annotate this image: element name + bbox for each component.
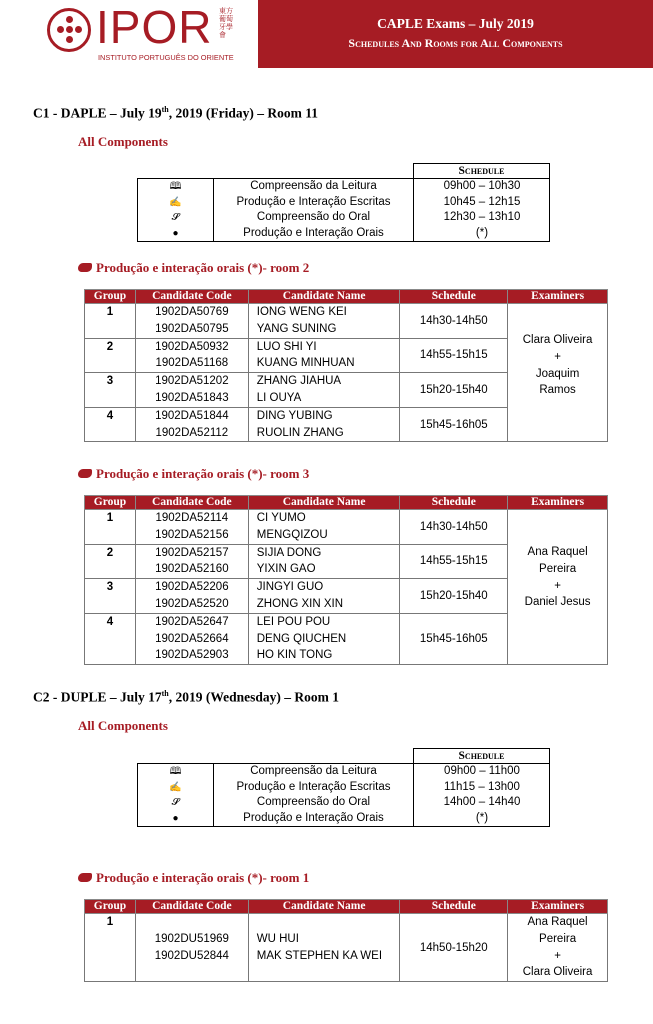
table-header-row [85,900,608,914]
group-number: 1 [85,510,136,545]
col-candidate-code: Candidate Code [135,496,248,510]
group-number: 2 [85,338,136,373]
component-time: 12h30 – 13h10 [443,211,521,223]
group-schedule: 14h50-15h20 [400,914,508,982]
col-candidate-code: Candidate Code [135,900,248,914]
col-examiners: Examiners [508,290,608,304]
component-time: 11h15 – 13h00 [444,780,520,793]
c2-room1-title: Produção e interação orais (*)- room 1 [78,870,309,886]
component-row [138,226,549,242]
component-name: Produção e Interação Orais [214,811,414,827]
group-schedule: 14h55-15h15 [400,544,508,579]
col-candidate-name: Candidate Name [248,496,400,510]
component-name: Produção e Interação Escritas [214,780,414,796]
logo-chinese: 東方葡萄牙學會 [219,8,233,39]
table-row [85,510,608,545]
candidate-codes: 1902DA50769 1902DA50795 [135,304,248,339]
group-schedule: 15h20-15h40 [400,373,508,408]
candidate-names: JINGYI GUO ZHONG XIN XIN [248,579,400,614]
c1-room2-title: Produção e interação orais (*)- room 2 [78,260,309,276]
candidate-names: ZHANG JIAHUA LI OUYA [248,373,400,408]
group-schedule: 14h55-15h15 [400,338,508,373]
col-schedule: Schedule [400,900,508,914]
group-schedule: 15h20-15h40 [400,579,508,614]
c1-section-title: C1 - DAPLE – July 19th, 2019 (Friday) – Room 11 [33,105,319,121]
component-time: (*) [475,811,489,824]
col-group: Group [85,496,136,510]
component-row [138,764,549,780]
table-header-row [85,290,608,304]
header-banner [258,0,653,68]
component-name: Compreensão da Leitura [214,764,414,780]
component-time: 09h00 – 11h00 [444,765,520,777]
candidate-codes: 1902DA51844 1902DA52112 [135,407,248,442]
candidate-codes: 1902DU51969 1902DU52844 [135,914,248,982]
c1-room3-title: Produção e interação orais (*)- room 3 [78,466,309,482]
col-candidate-name: Candidate Name [248,900,400,914]
col-group: Group [85,900,136,914]
speech-bubble-icon: ● [138,226,214,242]
candidate-codes: 1902DA51202 1902DA51843 [135,373,248,408]
group-number: 1 [85,304,136,339]
group-schedule: 14h30-14h50 [400,510,508,545]
component-name: Compreensão do Oral [214,795,414,811]
speech-bubble-icon: ● [138,811,214,827]
examiners-cell: Ana Raquel Pereira + Daniel Jesus [508,510,608,665]
group-number: 1 [85,914,136,982]
candidate-names: SIJIA DONG YIXIN GAO [248,544,400,579]
speech-bubble-icon [78,263,92,272]
c2-section-title: C2 - DUPLE – July 17th, 2019 (Wednesday) – Room 1 [33,689,340,705]
group-number: 3 [85,579,136,614]
logo-subtitle: INSTITUTO PORTUGUÊS DO ORIENTE [98,53,234,62]
col-candidate-code: Candidate Code [135,290,248,304]
group-schedule: 14h30-14h50 [400,304,508,339]
col-group: Group [85,290,136,304]
speech-bubble-icon [78,873,92,882]
col-examiners: Examiners [508,900,608,914]
schedule-header: Schedule [413,748,550,764]
col-schedule: Schedule [400,496,508,510]
c1-components-body [137,178,550,242]
c2-room1-table [84,899,608,982]
col-candidate-name: Candidate Name [248,290,400,304]
ear-icon: 𝓢 [138,210,214,226]
candidate-codes: 1902DA52206 1902DA52520 [135,579,248,614]
component-row [138,780,549,796]
group-number: 2 [85,544,136,579]
component-time: 09h00 – 10h30 [443,180,521,192]
candidate-names: DING YUBING RUOLIN ZHANG [248,407,400,442]
component-row [138,179,549,195]
col-examiners: Examiners [508,496,608,510]
logo-text: IPOR [96,1,213,53]
speech-bubble-icon [78,469,92,478]
writing-hand-icon: ✍ [138,780,214,796]
table-row [85,914,608,982]
candidate-names: LUO SHI YI KUANG MINHUAN [248,338,400,373]
page-title: CAPLE Exams – July 2019 [377,16,534,31]
group-schedule: 15h45-16h05 [400,613,508,664]
schedule-header: Schedule [413,163,550,179]
c1-all-components-heading: All Components [78,134,168,149]
table-row [85,304,608,339]
component-name: Produção e Interação Escritas [214,195,414,211]
candidate-codes: 1902DA52647 1902DA52664 1902DA52903 [135,613,248,664]
component-name: Compreensão do Oral [214,210,414,226]
c2-components-body [137,763,550,827]
group-schedule: 15h45-16h05 [400,407,508,442]
ipor-emblem-icon [47,8,91,52]
component-row [138,195,549,211]
examiners-cell: Clara Oliveira + Joaquim Ramos [508,304,608,442]
component-time: 10h45 – 12h15 [443,195,521,208]
candidate-codes: 1902DA52114 1902DA52156 [135,510,248,545]
component-row [138,795,549,811]
component-name: Produção e Interação Orais [214,226,414,242]
col-schedule: Schedule [400,290,508,304]
table-header-row [85,496,608,510]
examiners-cell: Ana Raquel Pereira + Clara Oliveira [508,914,608,982]
component-time: (*) [475,226,489,239]
component-time: 14h00 – 14h40 [443,796,521,808]
page-subtitle: Schedules And Rooms for All Components [348,36,563,50]
c1-room2-table [84,289,608,442]
c2-all-components-heading: All Components [78,718,168,733]
group-number: 4 [85,407,136,442]
candidate-codes: 1902DA50932 1902DA51168 [135,338,248,373]
group-number: 3 [85,373,136,408]
candidate-codes: 1902DA52157 1902DA52160 [135,544,248,579]
ipor-logo [0,0,258,68]
candidate-names: IONG WENG KEI YANG SUNING [248,304,400,339]
group-number: 4 [85,613,136,664]
writing-hand-icon: ✍ [138,195,214,211]
c1-room3-table [84,495,608,665]
component-name: Compreensão da Leitura [214,179,414,195]
component-row [138,210,549,226]
candidate-names: LEI POU POU DENG QIUCHEN HO KIN TONG [248,613,400,664]
component-row [138,811,549,827]
book-icon: 🕮 [138,764,214,780]
candidate-names: WU HUI MAK STEPHEN KA WEI [248,914,400,982]
book-icon: 🕮 [138,179,214,195]
ear-icon: 𝓢 [138,795,214,811]
candidate-names: CI YUMO MENGQIZOU [248,510,400,545]
